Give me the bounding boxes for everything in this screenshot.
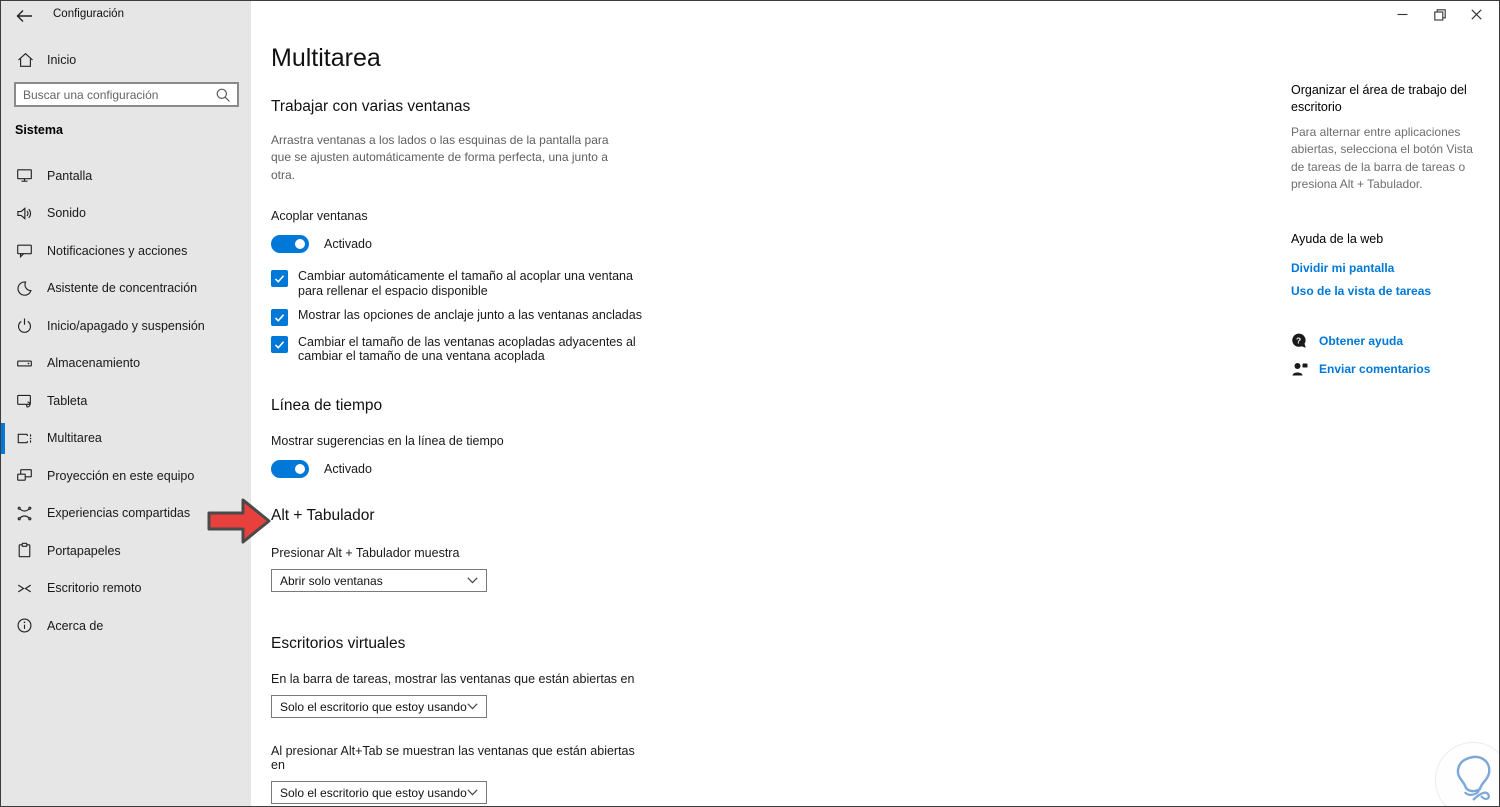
back-button[interactable] [13, 5, 35, 27]
section-heading-alt-tab: Alt + Tabulador [271, 507, 375, 525]
organize-body: Para alternar entre aplicaciones abiertas, selecciona el botón Vista de tareas de la barra de tareas o presiona Alt + Tabulador. [1291, 124, 1473, 191]
sidebar-item-escritorio-remoto[interactable]: Escritorio remoto [1, 570, 251, 608]
sidebar-nav [1, 157, 251, 645]
checkbox-checked-icon[interactable] [271, 309, 288, 326]
timeline-toggle-state: Activado [324, 462, 372, 477]
sidebar-item-tableta[interactable]: Tableta [1, 382, 251, 420]
svg-text:?: ? [1295, 335, 1302, 346]
annotation-arrow-icon [205, 494, 273, 548]
vd-alttab-dropdown[interactable]: Solo el escritorio que estoy usando [271, 781, 487, 804]
sidebar-item-portapapeles[interactable]: Portapapeles [1, 532, 251, 570]
titlebar [1, 1, 251, 31]
help-panel [1291, 82, 1486, 388]
sidebar-item-proyeccion[interactable]: Proyección en este equipo [1, 457, 251, 495]
info-icon [16, 617, 33, 634]
snap-checkbox-list [271, 269, 651, 364]
tablet-icon [16, 392, 33, 409]
power-icon [16, 317, 33, 334]
get-help-link[interactable]: Obtener ayuda [1319, 334, 1404, 349]
snap-toggle[interactable] [271, 235, 309, 253]
section-heading-virtual-desktops: Escritorios virtuales [271, 635, 406, 653]
clipboard-icon [16, 542, 33, 559]
window-title: Configuración [53, 8, 124, 20]
minimize-button[interactable] [1384, 1, 1421, 28]
section-heading-snap: Trabajar con varias ventanas [271, 98, 471, 115]
search-box [14, 82, 239, 107]
main-content [271, 1, 651, 804]
monitor-icon [16, 167, 33, 184]
sidebar-section-label: Sistema [15, 123, 63, 137]
home-icon [17, 52, 34, 68]
close-icon [1471, 9, 1482, 20]
back-arrow-icon [16, 9, 33, 23]
snap-toggle-state: Activado [324, 237, 372, 252]
timeline-toggle[interactable] [271, 460, 309, 478]
toggle-knob [295, 464, 305, 474]
sidebar-item-experiencias[interactable]: Experiencias compartidas [1, 495, 251, 533]
multitask-icon [16, 430, 33, 447]
toggle-knob [295, 239, 305, 249]
page-title: Multitarea [271, 44, 381, 72]
minimize-icon [1397, 9, 1408, 20]
restore-icon [1434, 9, 1446, 21]
feedback-link[interactable]: Enviar comentarios [1319, 362, 1431, 377]
timeline-toggle-label: Mostrar sugerencias en la línea de tiempo [271, 434, 504, 449]
checkbox-row: Mostrar las opciones de anclaje junto a las ventanas ancladas [271, 308, 651, 326]
vd-alttab-dropdown-label: Al presionar Alt+Tab se muestran las ventanas que están abiertas en [271, 744, 635, 773]
vd-taskbar-dropdown-label: En la barra de tareas, mostrar las ventanas que están abiertas en [271, 672, 635, 687]
sidebar-item-pantalla[interactable]: Pantalla [1, 157, 251, 195]
link-vista-tareas[interactable]: Uso de la vista de tareas [1291, 284, 1432, 299]
checkbox-row: Cambiar automáticamente el tamaño al acoplar una ventana para rellenar el espacio disponible [271, 269, 651, 299]
sidebar-item-asistente[interactable]: Asistente de concentración [1, 270, 251, 308]
chevron-down-icon [467, 703, 478, 710]
search-input[interactable] [16, 88, 215, 102]
get-help-icon [1291, 332, 1309, 350]
speaker-icon [16, 205, 33, 222]
close-button[interactable] [1458, 1, 1495, 28]
sidebar-home-label: Inicio [47, 53, 77, 67]
sidebar-item-almacenamiento[interactable]: Almacenamiento [1, 345, 251, 383]
support-links [1291, 332, 1486, 378]
shared-experiences-icon [16, 505, 33, 522]
moon-icon [16, 280, 33, 297]
sidebar-item-inicio-apagado[interactable]: Inicio/apagado y suspensión [1, 307, 251, 345]
web-help-heading: Ayuda de la web [1291, 232, 1384, 247]
sidebar-item-acerca-de[interactable]: Acerca de [1, 607, 251, 645]
organize-heading: Organizar el área de trabajo del escritorio [1291, 83, 1467, 114]
alt-tab-dropdown[interactable]: Abrir solo ventanas [271, 569, 487, 592]
get-help-row [1291, 332, 1486, 350]
vd-taskbar-dropdown[interactable]: Solo el escritorio que estoy usando [271, 695, 487, 718]
snap-toggle-row [271, 235, 651, 253]
checkbox-row: Cambiar el tamaño de las ventanas acopladas adyacentes al cambiar el tamaño de una ventana acoplada [271, 335, 651, 365]
feedback-row [1291, 360, 1486, 378]
chevron-down-icon [467, 789, 478, 796]
checkbox-checked-icon[interactable] [271, 336, 288, 353]
remote-desktop-icon [16, 580, 33, 597]
search-icon[interactable] [215, 87, 231, 103]
snap-description: Arrastra ventanas a los lados o las esquinas de la pantalla para que se ajusten automáticamente de forma perfecta, una junto a otra. [271, 133, 609, 182]
chevron-down-icon [467, 577, 478, 584]
restore-button[interactable] [1421, 1, 1458, 28]
storage-icon [16, 355, 33, 372]
link-dividir-pantalla[interactable]: Dividir mi pantalla [1291, 261, 1395, 276]
sidebar [1, 1, 251, 806]
window-controls [1384, 1, 1495, 28]
watermark-badge [1435, 742, 1500, 807]
lightbulb-icon [1447, 752, 1499, 807]
notification-icon [16, 242, 33, 259]
alt-tab-dropdown-label: Presionar Alt + Tabulador muestra [271, 546, 460, 561]
sidebar-item-sonido[interactable]: Sonido [1, 195, 251, 233]
timeline-toggle-row [271, 460, 651, 478]
sidebar-item-inicio[interactable] [1, 45, 251, 75]
checkbox-checked-icon[interactable] [271, 270, 288, 287]
sidebar-item-multitarea[interactable]: Multitarea [1, 420, 251, 458]
section-heading-timeline: Línea de tiempo [271, 397, 383, 415]
feedback-icon [1291, 360, 1309, 378]
projection-icon [16, 467, 33, 484]
snap-toggle-label: Acoplar ventanas [271, 209, 368, 224]
sidebar-item-notificaciones[interactable]: Notificaciones y acciones [1, 232, 251, 270]
